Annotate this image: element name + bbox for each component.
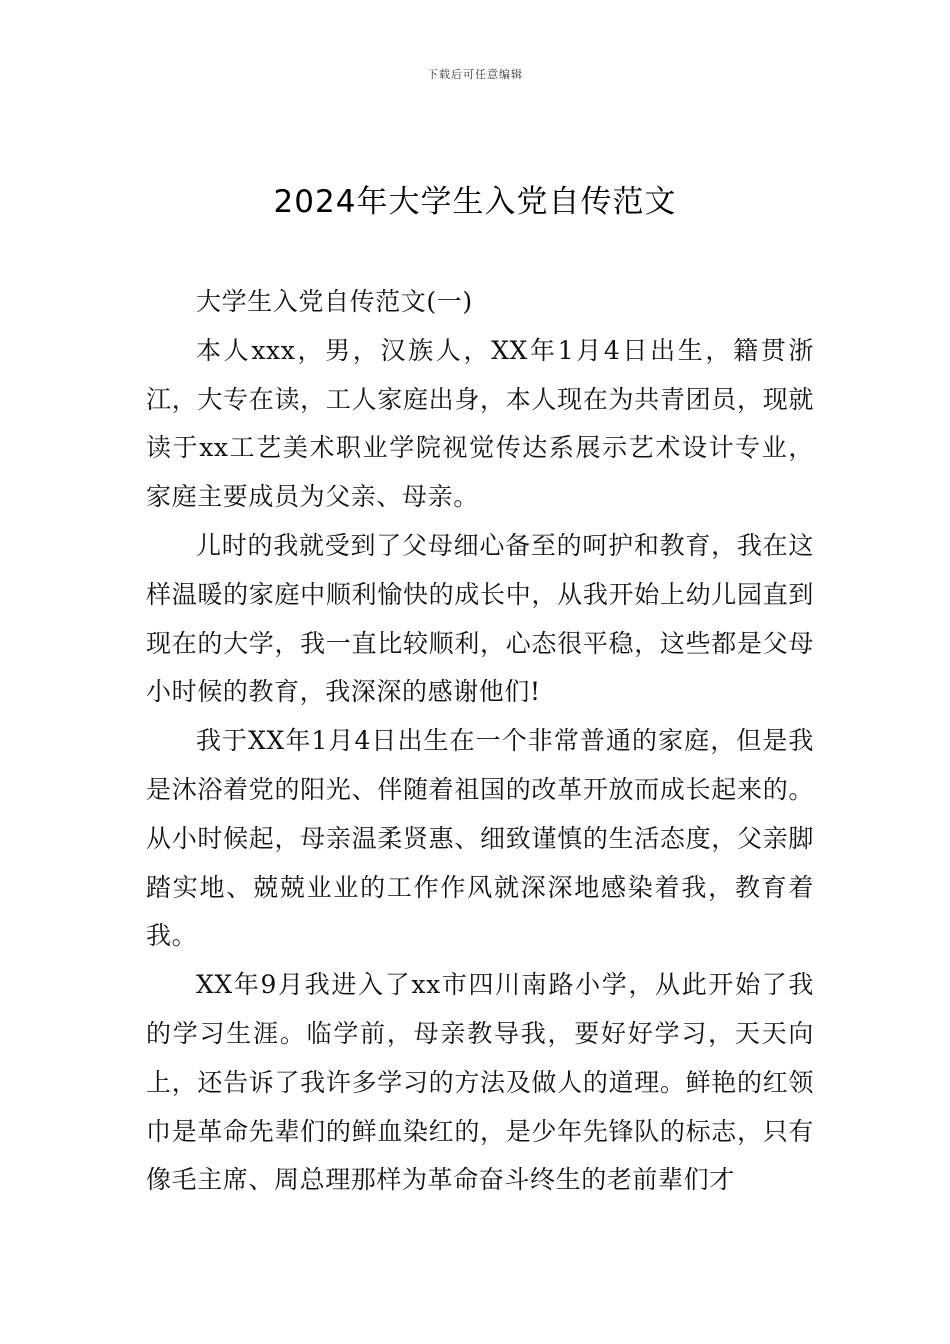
- section-heading: 大学生入党自传范文(一): [196, 287, 473, 316]
- paragraph-personal-info: 本人xxx，男，汉族人，XX年1月4日出生，籍贯浙江，大专在读，工人家庭出身，本人现在为共青团员，现就读于xx工艺美术职业学院视觉传达系展示艺术设计专业，家庭主要成员为父亲、母亲。: [146, 335, 814, 512]
- paragraph-primary-school: XX年9月我进入了xx市四川南路小学，从此开始了我的学习生涯。临学前，母亲教导我，要好好学习，天天向上，还告诉了我许多学习的方法及做人的道理。鲜艳的红领巾是革命先辈们的鲜血染红的，是少年先锋队的标志，只有像毛主席、周总理那样为革命奋斗终生的老前辈们才: [146, 970, 814, 1195]
- paragraph-family-background: 我于XX年1月4日出生在一个非常普通的家庭，但是我是沐浴着党的阳光、伴随着祖国的改革开放而成长起来的。从小时候起，母亲温柔贤惠、细致谨慎的生活态度，父亲脚踏实地、兢兢业业的工作作风就深深地感染着我，教育着我。: [146, 726, 814, 951]
- header-note: 下载后可任意编辑: [427, 68, 523, 81]
- document-title: 2024年大学生入党自传范文: [273, 184, 677, 220]
- paragraph-childhood: 儿时的我就受到了父母细心备至的呵护和教育，我在这样温暖的家庭中顺利愉快的成长中，从我开始上幼儿园直到现在的大学，我一直比较顺利，心态很平稳，这些都是父母小时候的教育，我深深的感谢他们!: [146, 530, 814, 707]
- document-body: [146, 278, 814, 1205]
